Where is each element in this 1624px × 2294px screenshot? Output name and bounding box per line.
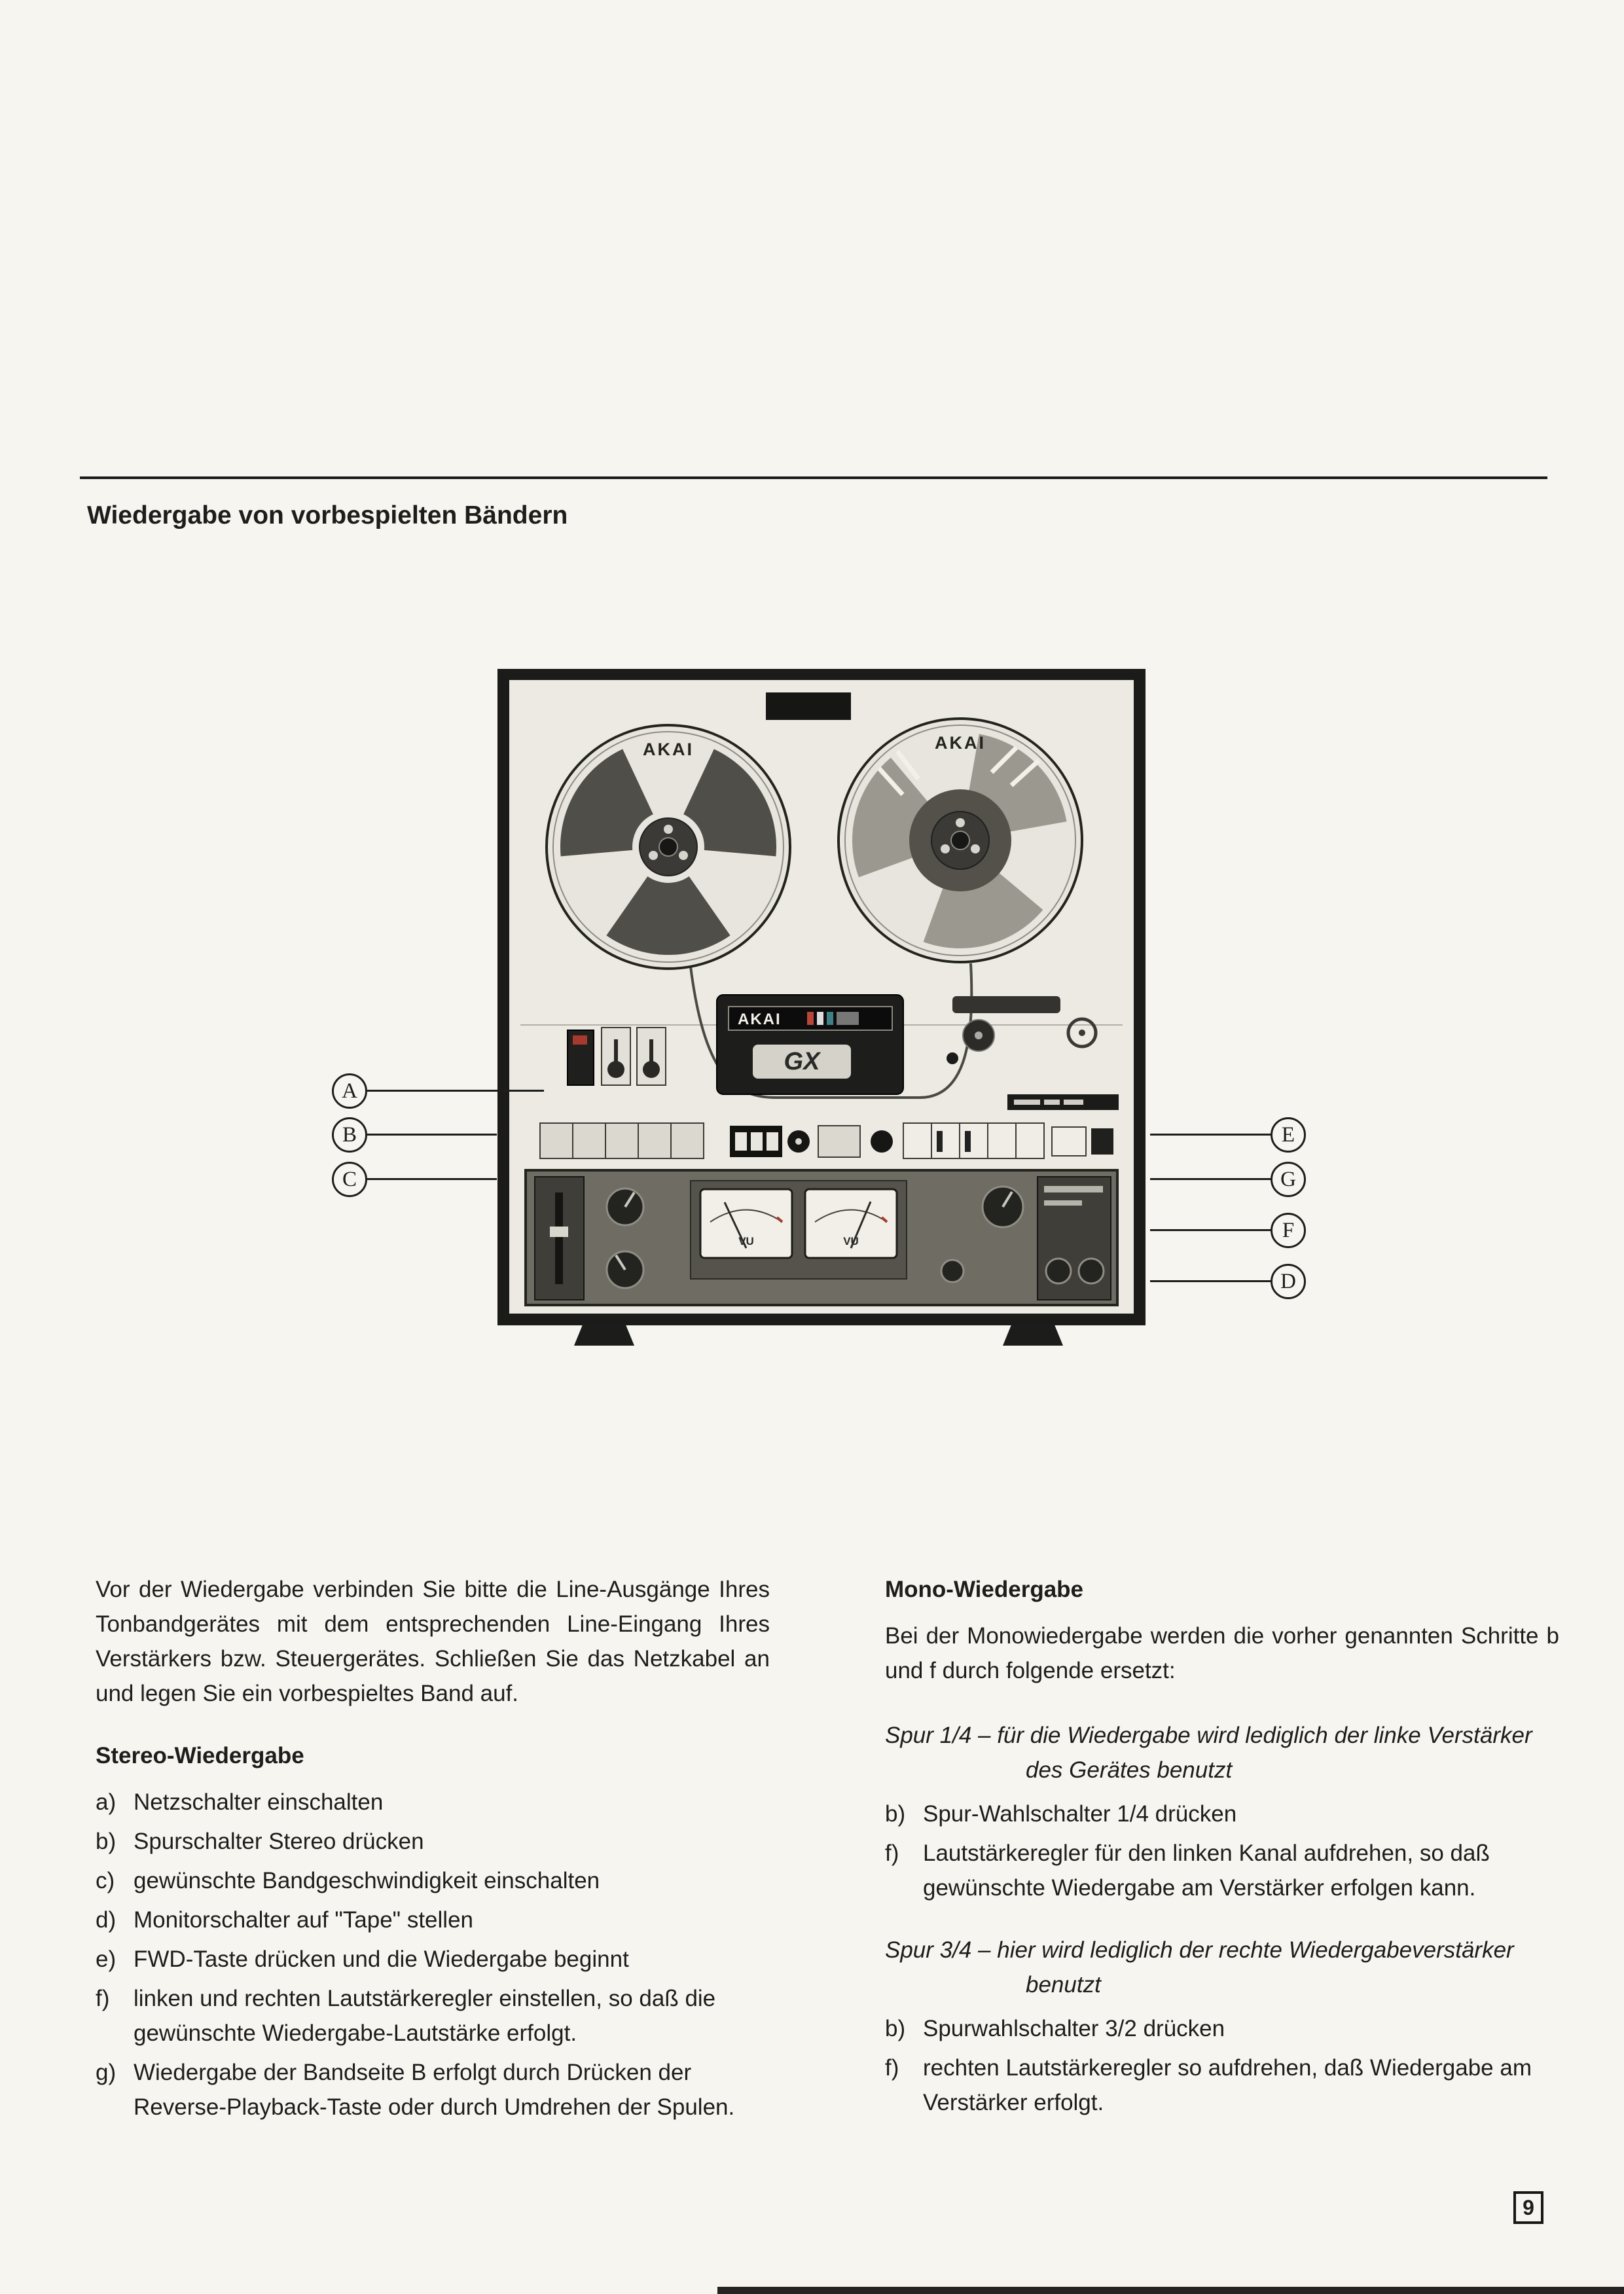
callout-f: F bbox=[1271, 1213, 1306, 1248]
right-reel bbox=[839, 719, 1082, 962]
tape-deck-illustration bbox=[494, 669, 1149, 1350]
item-key: f) bbox=[885, 1840, 899, 1866]
amplifier-panel bbox=[526, 1170, 1117, 1305]
item-text: Monitorschalter auf "Tape" stellen bbox=[134, 1907, 474, 1933]
right-control-block bbox=[1038, 1177, 1111, 1300]
callout-line-g bbox=[1150, 1178, 1272, 1180]
playback-intro: Vor der Wiedergabe verbinden Sie bitte die Line-Ausgänge Ihres Tonbandgerätes mit dem entsprechenden Line-Eingang Ihres Verstärkers bzw. Steuergerätes. Schließen Sie das Netzkabel an und legen Sie ein vorbespieltes Band auf. bbox=[96, 1577, 770, 1706]
scan-edge-artifact bbox=[717, 2287, 1624, 2294]
right-column bbox=[885, 1572, 1559, 2124]
item-key: f) bbox=[885, 2055, 899, 2081]
callout-b: B bbox=[332, 1117, 367, 1153]
vu-label-left: VU bbox=[738, 1235, 754, 1247]
item-text: Spurschalter Stereo drücken bbox=[134, 1829, 424, 1854]
head-logo: GX bbox=[784, 1048, 820, 1075]
item-text: Wiedergabe der Bandseite B erfolgt durch Drücken der Reverse-Playback-Taste oder durch Umdrehen der Spulen. bbox=[134, 2060, 735, 2120]
track-1-4-section bbox=[885, 1718, 1559, 1905]
head-cover bbox=[717, 995, 903, 1094]
callout-line-d bbox=[1150, 1280, 1272, 1282]
item-key: b) bbox=[885, 1801, 906, 1827]
item-key: g) bbox=[96, 2060, 117, 2085]
power-switch bbox=[568, 1030, 594, 1085]
item-key: c) bbox=[96, 1868, 115, 1893]
list-item bbox=[885, 2051, 1559, 2120]
item-key: a) bbox=[96, 1789, 117, 1815]
vu-meter-right bbox=[805, 1189, 897, 1258]
callout-d: D bbox=[1271, 1264, 1306, 1299]
callout-c: C bbox=[332, 1162, 367, 1197]
callout-line-e bbox=[1150, 1134, 1272, 1136]
level-knob-right bbox=[607, 1251, 643, 1288]
list-item bbox=[96, 1903, 770, 1937]
list-item bbox=[885, 1797, 1559, 1831]
left-reel bbox=[544, 725, 793, 969]
page-title: Wiedergabe von vorbespielten Bändern bbox=[87, 501, 568, 529]
item-text: Spurwahlschalter 3/2 drücken bbox=[923, 2016, 1225, 2041]
left-reel-brand: AKAI bbox=[643, 740, 694, 759]
stereo-steps bbox=[96, 1785, 770, 2124]
vu-label-right: VU bbox=[843, 1235, 859, 1247]
track-3-4-lead: Spur 3/4 – hier wird lediglich der rechte Wiedergabeverstärker benutzt bbox=[885, 1937, 1514, 1998]
item-text: linken und rechten Lautstärkeregler einstellen, so daß die gewünschte Wiedergabe-Lautstärke erfolgt. bbox=[134, 1986, 716, 2046]
list-item bbox=[885, 1836, 1559, 1905]
page-number: 9 bbox=[1513, 2191, 1543, 2224]
vu-meter-bay bbox=[691, 1181, 907, 1279]
left-column bbox=[96, 1572, 770, 2129]
callout-a: A bbox=[332, 1073, 367, 1109]
control-strip bbox=[540, 1123, 1113, 1158]
callout-line-c bbox=[367, 1178, 497, 1180]
item-text: Spur-Wahlschalter 1/4 drücken bbox=[923, 1801, 1237, 1827]
tape-counter bbox=[730, 1126, 782, 1157]
track-3-4-section bbox=[885, 1933, 1559, 2120]
list-item bbox=[96, 1981, 770, 2051]
item-text: Lautstärkeregler für den linken Kanal aufdrehen, so daß gewünschte Wiedergabe am Verstärker erfolgen kann. bbox=[923, 1840, 1490, 1901]
pause-button bbox=[871, 1130, 893, 1153]
item-text: gewünschte Bandgeschwindigkeit einschalten bbox=[134, 1868, 600, 1893]
top-vent bbox=[766, 692, 851, 720]
callout-e: E bbox=[1271, 1117, 1306, 1153]
item-key: d) bbox=[96, 1907, 117, 1933]
slider-block bbox=[535, 1177, 584, 1300]
track-selector-knob bbox=[983, 1187, 1023, 1227]
list-item bbox=[96, 1824, 770, 1859]
item-key: b) bbox=[885, 2016, 906, 2041]
stereo-heading: Stereo-Wiedergabe bbox=[96, 1743, 304, 1768]
vu-meter-left bbox=[700, 1189, 792, 1258]
right-reel-brand: AKAI bbox=[935, 733, 986, 753]
head-badge: AKAI bbox=[738, 1011, 782, 1028]
mono-heading: Mono-Wiedergabe bbox=[885, 1577, 1084, 1602]
track-1-4-lead: Spur 1/4 – für die Wiedergabe wird lediglich der linke Verstärker des Gerätes benutzt bbox=[885, 1723, 1532, 1783]
callout-g: G bbox=[1271, 1162, 1306, 1197]
item-text: FWD-Taste drücken und die Wiedergabe beginnt bbox=[134, 1946, 629, 1972]
list-item bbox=[96, 1863, 770, 1898]
function-label-strip bbox=[1007, 1094, 1119, 1110]
callout-line-b bbox=[367, 1134, 497, 1136]
section-rule bbox=[80, 476, 1547, 479]
output-knob bbox=[941, 1260, 964, 1282]
item-text: Netzschalter einschalten bbox=[134, 1789, 384, 1815]
list-item bbox=[96, 2055, 770, 2124]
item-key: e) bbox=[96, 1946, 117, 1972]
level-knob-left bbox=[607, 1189, 643, 1225]
item-key: b) bbox=[96, 1829, 117, 1854]
callout-line-a bbox=[367, 1090, 544, 1092]
list-item bbox=[885, 2011, 1559, 2046]
item-key: f) bbox=[96, 1986, 110, 2011]
callout-line-f bbox=[1150, 1229, 1272, 1231]
list-item bbox=[96, 1942, 770, 1977]
mono-intro: Bei der Monowiedergabe werden die vorher genannten Schritte b und f durch folgende ersetzt: bbox=[885, 1623, 1559, 1683]
transport-keys bbox=[903, 1123, 1044, 1158]
list-item bbox=[96, 1785, 770, 1819]
item-text: rechten Lautstärkeregler so aufdrehen, daß Wiedergabe am Verstärker erfolgt. bbox=[923, 2055, 1532, 2115]
